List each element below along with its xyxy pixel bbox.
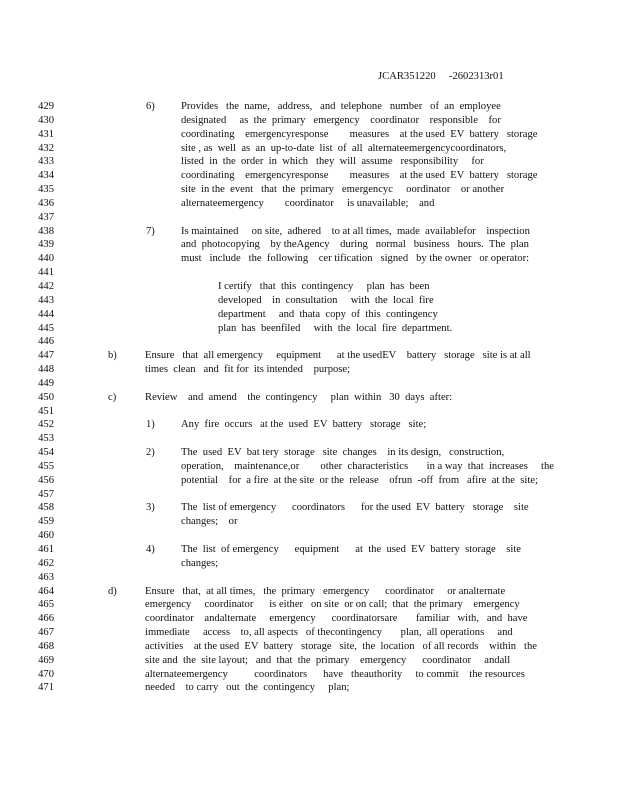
line-text: times clean and fit for its intended purpose; bbox=[145, 364, 351, 376]
document-line bbox=[0, 515, 618, 529]
line-text: Ensure that all emergency equipment at the usedEV battery storage site is at all bbox=[145, 350, 531, 362]
line-number: 457 bbox=[38, 488, 54, 500]
item-label: b) bbox=[108, 350, 117, 362]
line-text: operation, maintenance,or other characteristics in a way that increases the bbox=[181, 460, 554, 472]
line-text: alternateemergency coordinator is unavailable; and bbox=[181, 197, 435, 209]
line-text: plan has beenfiled with the local fire department. bbox=[218, 322, 453, 334]
line-text: The list of emergency coordinators for the used EV battery storage site bbox=[181, 502, 529, 514]
document-line bbox=[0, 294, 618, 308]
document-line bbox=[0, 488, 618, 502]
line-number: 458 bbox=[38, 502, 54, 514]
document-line bbox=[0, 418, 618, 432]
line-number: 468 bbox=[38, 640, 54, 652]
line-number: 452 bbox=[38, 419, 54, 431]
line-number: 439 bbox=[38, 239, 54, 251]
line-number: 441 bbox=[38, 267, 54, 279]
line-number: 438 bbox=[38, 225, 54, 237]
line-text: I certify that this contingency plan has been bbox=[218, 280, 430, 292]
document-line bbox=[0, 585, 618, 599]
document-line bbox=[0, 100, 618, 114]
document-line bbox=[0, 211, 618, 225]
line-text: changes; or bbox=[181, 516, 238, 528]
line-number: 463 bbox=[38, 571, 54, 583]
line-text: designated as the primary emergency coordinator responsible for bbox=[181, 114, 501, 126]
document-line bbox=[0, 128, 618, 142]
line-text: coordinating emergencyresponse measures at the used EV battery storage bbox=[181, 128, 538, 140]
line-text: immediate access to, all aspects of thecontingency plan, all operations and bbox=[145, 627, 513, 639]
line-number: 445 bbox=[38, 322, 54, 334]
line-number: 429 bbox=[38, 101, 54, 112]
line-number: 469 bbox=[38, 654, 54, 666]
line-number: 466 bbox=[38, 613, 54, 625]
item-label: c) bbox=[108, 391, 117, 403]
document-line bbox=[0, 405, 618, 419]
line-text: The list of emergency equipment at the used EV battery storage site bbox=[181, 544, 521, 555]
line-text: potential for a fire at the site or the release ofrun -off from afire at the site; bbox=[181, 474, 538, 486]
line-text: emergency coordinator is either on site or on call; that the primary emergency bbox=[145, 599, 520, 611]
line-number: 456 bbox=[38, 474, 54, 486]
document-line bbox=[0, 446, 618, 460]
document-line bbox=[0, 322, 618, 336]
document-line bbox=[0, 252, 618, 266]
line-number: 465 bbox=[38, 599, 54, 611]
line-number: 435 bbox=[38, 184, 54, 196]
line-number: 453 bbox=[38, 433, 54, 445]
document-line bbox=[0, 225, 618, 239]
document-line bbox=[0, 654, 618, 668]
line-number: 454 bbox=[38, 447, 54, 459]
document-line bbox=[0, 266, 618, 280]
line-number: 471 bbox=[38, 682, 54, 694]
line-number: 433 bbox=[38, 156, 54, 168]
document-line bbox=[0, 460, 618, 474]
document-line bbox=[0, 155, 618, 169]
document-line bbox=[0, 529, 618, 543]
line-text: changes; bbox=[181, 557, 219, 569]
document-line bbox=[0, 626, 618, 640]
line-number: 460 bbox=[38, 530, 54, 542]
document-line bbox=[0, 640, 618, 654]
item-label: 3) bbox=[146, 502, 155, 514]
document-body bbox=[0, 100, 618, 695]
document-line bbox=[0, 543, 618, 557]
document-line bbox=[0, 668, 618, 682]
line-number: 444 bbox=[38, 308, 54, 320]
item-label: 7) bbox=[146, 225, 155, 237]
document-line bbox=[0, 335, 618, 349]
document-line bbox=[0, 349, 618, 363]
document-line bbox=[0, 308, 618, 322]
document-header: JCAR351220 -2602313r01 bbox=[378, 71, 504, 82]
document-line bbox=[0, 377, 618, 391]
line-number: 462 bbox=[38, 557, 54, 569]
line-text: Is maintained on site, adhered to at all times, made availablefor inspection bbox=[181, 225, 530, 237]
line-number: 451 bbox=[38, 405, 54, 417]
line-text: and photocopying by theAgency during normal business hours. The plan bbox=[181, 239, 529, 251]
document-line bbox=[0, 474, 618, 488]
document-line bbox=[0, 571, 618, 585]
line-number: 450 bbox=[38, 391, 54, 403]
document-line bbox=[0, 557, 618, 571]
document-line bbox=[0, 432, 618, 446]
line-number: 431 bbox=[38, 128, 54, 140]
document-line bbox=[0, 363, 618, 377]
line-number: 434 bbox=[38, 170, 54, 182]
document-line bbox=[0, 280, 618, 294]
line-number: 447 bbox=[38, 350, 54, 362]
item-label: 6) bbox=[146, 101, 155, 112]
item-label: 1) bbox=[146, 419, 155, 431]
line-number: 436 bbox=[38, 197, 54, 209]
line-text: Ensure that, at all times, the primary emergency coordinator or analternate bbox=[145, 585, 506, 597]
line-number: 443 bbox=[38, 294, 54, 306]
document-line bbox=[0, 612, 618, 626]
document-line bbox=[0, 142, 618, 156]
line-number: 461 bbox=[38, 544, 54, 555]
document-line bbox=[0, 238, 618, 252]
document-line bbox=[0, 183, 618, 197]
line-number: 430 bbox=[38, 114, 54, 126]
line-number: 442 bbox=[38, 280, 54, 292]
line-number: 464 bbox=[38, 585, 54, 597]
item-label: d) bbox=[108, 585, 117, 597]
item-label: 2) bbox=[146, 447, 155, 459]
line-text: coordinating emergencyresponse measures at the used EV battery storage bbox=[181, 170, 538, 182]
line-number: 437 bbox=[38, 211, 54, 223]
line-text: alternateemergency coordinators have theauthority to commit the resources bbox=[145, 668, 525, 680]
line-number: 470 bbox=[38, 668, 54, 680]
line-text: Review and amend the contingency plan within 30 days after: bbox=[145, 391, 453, 403]
line-text: Provides the name, address, and telephone number of an employee bbox=[181, 101, 501, 112]
document-line bbox=[0, 169, 618, 183]
document-line bbox=[0, 391, 618, 405]
line-number: 459 bbox=[38, 516, 54, 528]
document-line bbox=[0, 197, 618, 211]
line-number: 455 bbox=[38, 460, 54, 472]
document-line bbox=[0, 681, 618, 695]
line-number: 440 bbox=[38, 253, 54, 265]
line-number: 432 bbox=[38, 142, 54, 154]
document-line bbox=[0, 114, 618, 128]
line-number: 446 bbox=[38, 336, 54, 348]
document-line bbox=[0, 598, 618, 612]
item-label: 4) bbox=[146, 544, 155, 555]
line-text: must include the following cer tification signed by the owner or operator: bbox=[181, 253, 530, 265]
line-text: needed to carry out the contingency plan; bbox=[145, 682, 350, 694]
line-text: listed in the order in which they will assume responsibility for bbox=[181, 156, 484, 168]
line-text: site in the event that the primary emergencyc oordinator or another bbox=[181, 184, 505, 196]
line-text: activities at the used EV battery storage site, the location of all records within the bbox=[145, 640, 537, 652]
line-number: 449 bbox=[38, 377, 54, 389]
document-line bbox=[0, 501, 618, 515]
line-text: site , as well as an up-to-date list of all alternateemergencycoordinators, bbox=[181, 142, 507, 154]
line-text: developed in consultation with the local fire bbox=[218, 294, 434, 306]
line-text: coordinator andalternate emergency coordinatorsare familiar with, and have bbox=[145, 613, 528, 625]
line-text: The used EV bat tery storage site changes in its design, construction, bbox=[181, 447, 505, 459]
line-text: department and thata copy of this contingency bbox=[218, 308, 438, 320]
line-text: site and the site layout; and that the primary emergency coordinator andall bbox=[145, 654, 511, 666]
line-number: 467 bbox=[38, 627, 54, 639]
line-number: 448 bbox=[38, 364, 54, 376]
line-text: Any fire occurs at the used EV battery storage site; bbox=[181, 419, 427, 431]
